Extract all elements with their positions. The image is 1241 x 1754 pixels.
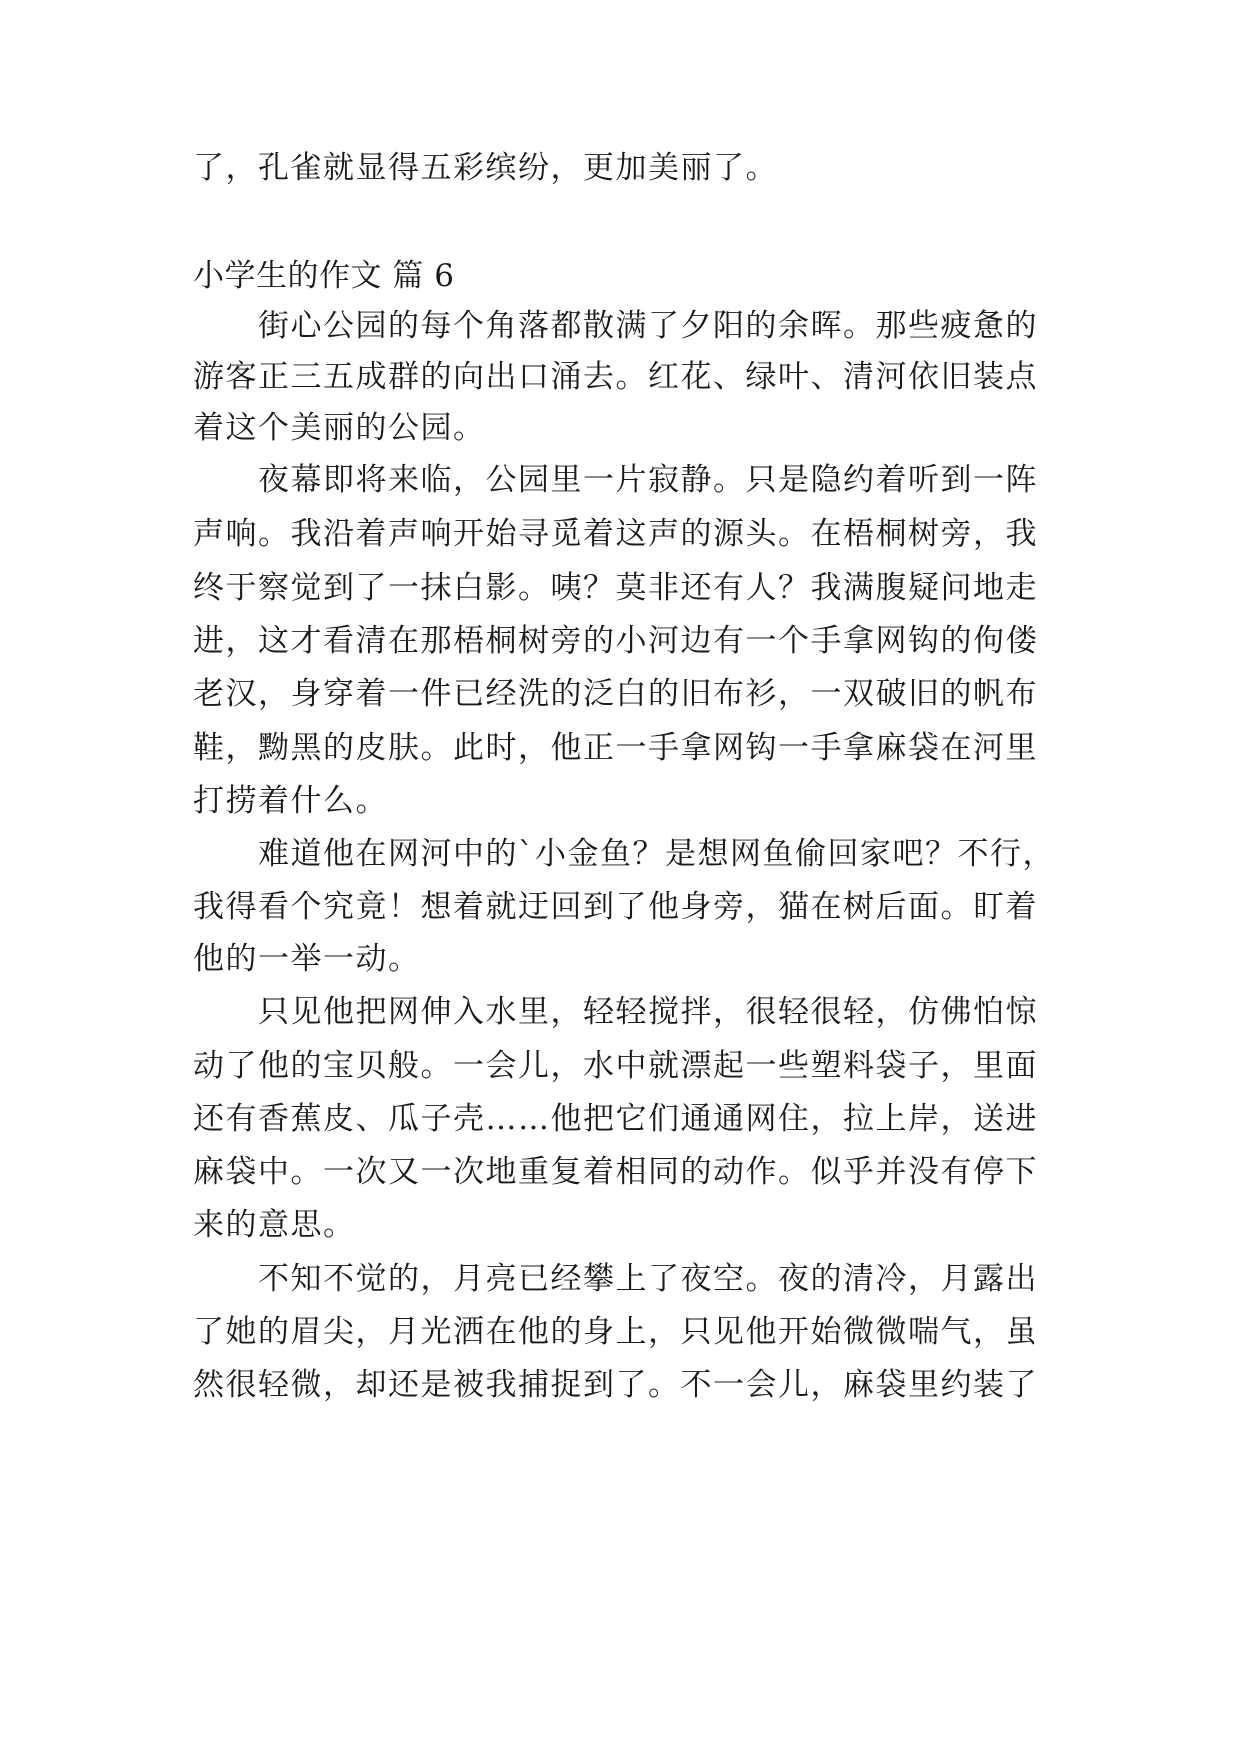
body-line: 我得看个究竟！想着就迂回到了他身旁，猫在树后面。盯着 (193, 889, 1038, 925)
paragraph-tail-line: 了，孔雀就显得五彩缤纷，更加美丽了。 (193, 150, 778, 186)
body-line: 只见他把网伸入水里，轻轻搅拌，很轻很轻，仿佛怕惊 (193, 994, 1038, 1030)
body-line: 不知不觉的，月亮已经攀上了夜空。夜的清冷，月露出 (193, 1261, 1038, 1297)
body-line: 动了他的宝贝般。一会儿，水中就漂起一些塑料袋子，里面 (193, 1048, 1038, 1084)
body-line: 老汉，身穿着一件已经洗的泛白的旧布衫，一双破旧的帆布 (193, 676, 1038, 712)
body-line: 了她的眉尖，月光洒在他的身上，只见他开始微微喘气，虽 (193, 1314, 1038, 1350)
body-line: 夜幕即将来临，公园里一片寂静。只是隐约着听到一阵 (193, 462, 1038, 498)
body-line: 他的一举一动。 (193, 941, 421, 977)
body-line: 进，这才看清在那梧桐树旁的小河边有一个手拿网钩的佝偻 (193, 623, 1038, 659)
body-line: 游客正三五成群的向出口涌去。红花、绿叶、清河依旧装点 (193, 359, 1038, 395)
body-line: 声响。我沿着声响开始寻觅着这声的源头。在梧桐树旁，我 (193, 516, 1038, 552)
body-line: 还有香蕉皮、瓜子壳……他把它们通通网住，拉上岸，送进 (193, 1101, 1038, 1137)
body-line: 难道他在网河中的`小金鱼？是想网鱼偷回家吧？不行， (193, 836, 1055, 872)
body-line: 打捞着什么。 (193, 783, 388, 819)
body-line: 来的意思。 (193, 1207, 356, 1243)
body-line: 街心公园的每个角落都散满了夕阳的余晖。那些疲惫的 (193, 308, 1038, 344)
body-line: 鞋，黝黑的皮肤。此时，他正一手拿网钩一手拿麻袋在河里 (193, 730, 1038, 766)
body-line: 终于察觉到了一抹白影。咦？莫非还有人？我满腹疑问地走 (193, 570, 1038, 606)
body-line: 然很轻微，却还是被我捕捉到了。不一会儿，麻袋里约装了 (193, 1367, 1038, 1403)
body-line: 麻袋中。一次又一次地重复着相同的动作。似乎并没有停下 (193, 1154, 1038, 1190)
body-line: 着这个美丽的公园。 (193, 410, 486, 446)
section-title: 小学生的作文 篇 6 (193, 258, 455, 294)
